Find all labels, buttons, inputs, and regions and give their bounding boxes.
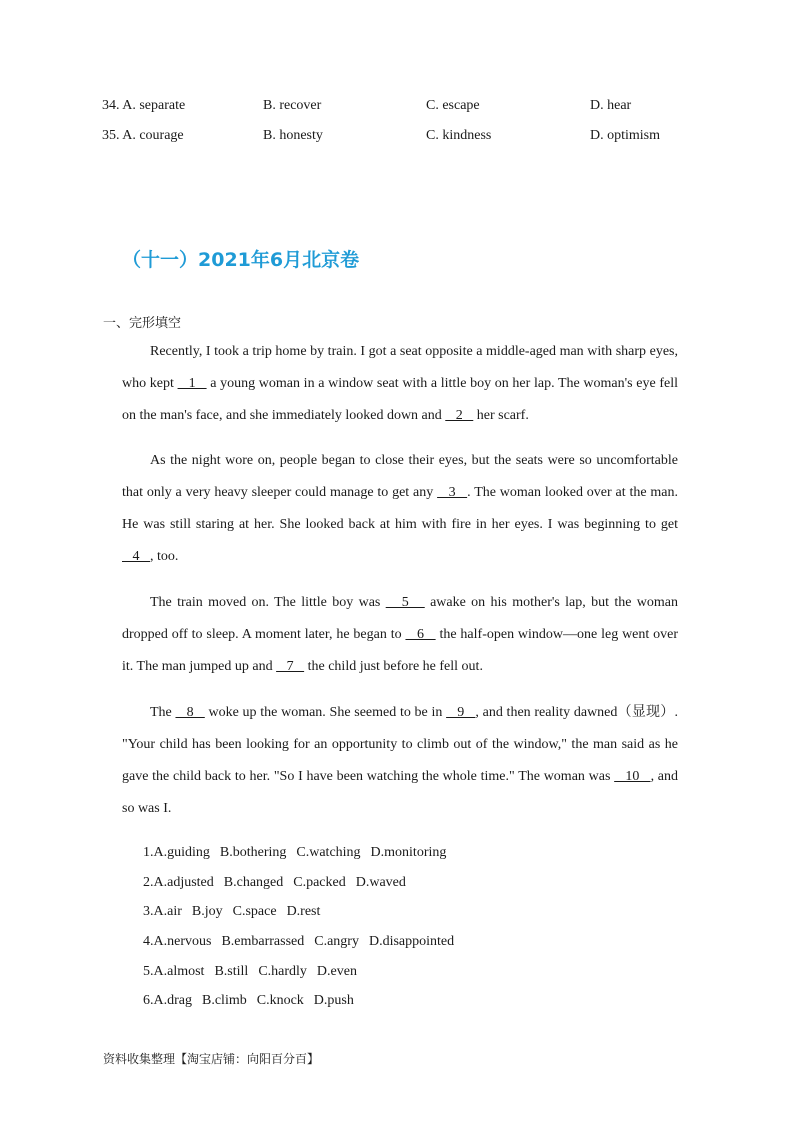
choice-line-3: 3.A.air B.joy C.space D.rest <box>143 904 321 920</box>
question-34-options <box>0 98 800 118</box>
passage-paragraph-1: Recently, I took a trip home by train. I got a seat opposite a middle-aged man with sharp eyes, who kept 1 a young woman in a window seat with a little boy on her lap. The woman's eye fell on the man's face, and she immediately looked down and 2 her scarf. <box>122 344 679 423</box>
option-b: B. recover <box>263 98 322 113</box>
choice-line-6: 6.A.drag B.climb C.knock D.push <box>143 993 354 1009</box>
choice-line-4: 4.A.nervous B.embarrassed C.angry D.disappointed <box>143 934 455 950</box>
page-footer: 资料收集整理【淘宝店铺：向阳百分百】 <box>103 1052 320 1066</box>
option-a: 35. A. courage <box>102 128 184 143</box>
blank-4: 4 <box>122 549 150 564</box>
blank-10: 10 <box>614 769 651 784</box>
blank-5: 5 <box>385 595 425 610</box>
answer-choices <box>143 845 464 1023</box>
blank-2: 2 <box>445 408 474 423</box>
blank-6: 6 <box>405 627 436 642</box>
option-b: B. honesty <box>263 128 323 143</box>
blank-3: 3 <box>437 485 468 500</box>
choice-line-2: 2.A.adjusted B.changed C.packed D.waved <box>143 874 406 890</box>
blank-1: 1 <box>177 376 207 391</box>
blank-7: 7 <box>276 659 305 674</box>
passage-paragraph-3: The train moved on. The little boy was 5 awake on his mother's lap, but the woman dropped off to sleep. A moment later, he began to 6 the half-open window—one leg went over it. The man jumped up and 7 the child just before he fell out. <box>122 595 679 674</box>
option-c: C. kindness <box>426 128 492 143</box>
passage-paragraph-4: The 8 woke up the woman. She seemed to be in 9 , and then reality dawned（显现）. "Your child has been looking for an opportunity to climb out of the window," the man said as he gave the child back to her. "So I have been watching the whole time." The woman was 10 , and so was I. <box>122 705 679 816</box>
question-35-options <box>0 128 800 148</box>
part-label: 一、完形填空 <box>103 316 182 331</box>
passage-paragraph-2: As the night wore on, people began to close their eyes, but the seats were so uncomfortable that only a very heavy sleeper could manage to get any 3 . The woman looked over at the man. He was still staring at her. She looked back at him with fire in her eyes. I was beginning to get 4 , too. <box>122 453 678 564</box>
option-a: 34. A. separate <box>102 98 186 113</box>
option-d: D. optimism <box>590 128 661 143</box>
section-title: （十一）2021年6月北京卷 <box>122 249 360 271</box>
blank-8: 8 <box>175 705 205 720</box>
blank-9: 9 <box>446 705 476 720</box>
option-d: D. hear <box>590 98 632 113</box>
choice-line-1: 1.A.guiding B.bothering C.watching D.monitoring <box>143 845 447 860</box>
option-c: C. escape <box>426 98 480 113</box>
choice-line-5: 5.A.almost B.still C.hardly D.even <box>143 963 357 979</box>
